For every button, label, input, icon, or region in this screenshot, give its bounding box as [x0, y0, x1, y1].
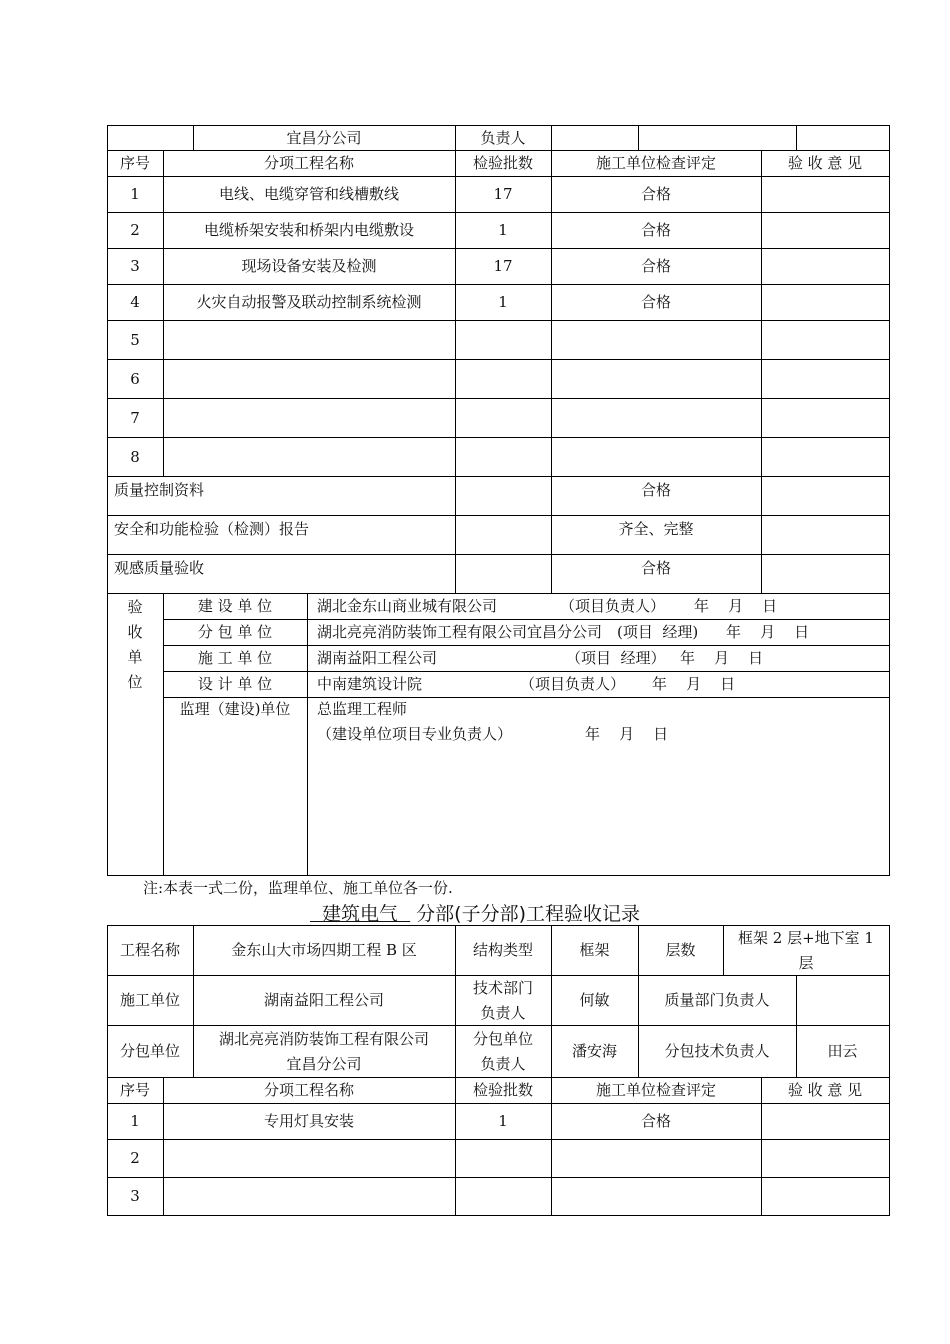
- table1-row-batches: 1: [498, 221, 508, 239]
- unit-role: 设 计 单 位: [197, 675, 273, 693]
- table2-row-eval: 合格: [640, 1112, 671, 1130]
- table2-row-name: 专用灯具安装: [263, 1112, 354, 1130]
- table1-row-seq: 7: [130, 408, 140, 427]
- unit-name: 湖南益阳工程公司: [317, 649, 438, 667]
- info-cell: [796, 975, 890, 1026]
- table1-row-seq: 6: [130, 369, 140, 388]
- table2-header-opinion: 验 收 意 见: [787, 1081, 863, 1099]
- unit-name: 中南建筑设计院: [317, 675, 423, 693]
- floors-value-line2: 层: [798, 954, 814, 972]
- table2-header-seq: 序号: [119, 1081, 150, 1099]
- unit-sign: （项目负责人）: [560, 597, 666, 615]
- table1-row-name: 现场设备安装及检测: [241, 257, 377, 275]
- unit-date: 年 月 日: [652, 675, 736, 693]
- summary-label: 观感质量验收: [114, 559, 205, 577]
- sub-value-line1: 湖北亮亮消防装饰工程有限公司: [218, 1030, 429, 1048]
- table2-row-cell: [551, 1139, 762, 1178]
- summary-label: 质量控制资料: [114, 481, 205, 499]
- summary-eval: 合格: [640, 559, 671, 577]
- table2-row-cell: [163, 1177, 456, 1216]
- sub-resp-value: 潘安海: [571, 1042, 617, 1060]
- sub-value-line2: 宜昌分公司: [286, 1055, 362, 1073]
- summary-eval: 合格: [640, 481, 671, 499]
- table1-row-seq: 4: [130, 293, 140, 311]
- table1-row-cell: [163, 320, 456, 360]
- tech-label-line2: 负责人: [480, 1004, 526, 1022]
- table2-row-batches: 1: [498, 1112, 508, 1130]
- table1-row-eval: 合格: [640, 185, 671, 203]
- sub-tech-label: 分包技术负责人: [664, 1042, 770, 1060]
- table2-row-cell: [761, 1103, 890, 1140]
- constructor-value: 湖南益阳工程公司: [263, 991, 384, 1009]
- table1-row-seq: 8: [130, 447, 140, 466]
- quality-label: 质量部门负责人: [664, 991, 770, 1009]
- table2-row-cell: [455, 1177, 552, 1216]
- table1-row-eval: 合格: [640, 221, 671, 239]
- table1-row-cell: [761, 359, 890, 399]
- section-title: [0, 899, 950, 926]
- table1-row-seq: 1: [130, 185, 140, 203]
- unit-name: 湖北亮亮消防装饰工程有限公司宜昌分公司: [317, 623, 603, 641]
- top-row-responsible-label: 负责人: [480, 129, 526, 147]
- title-rest: 分部(子分部)工程验收记录: [410, 903, 641, 925]
- table2-header-batches: 检验批数: [472, 1081, 533, 1099]
- unit-date: 年 月 日: [680, 649, 764, 667]
- table1-row-name: 火灾自动报警及联动控制系统检测: [196, 293, 422, 311]
- floors-label: 层数: [665, 941, 696, 959]
- summary-opinion-cell: [761, 554, 890, 594]
- summary-cell: [455, 515, 552, 555]
- table1-header-seq: 序号: [119, 154, 150, 172]
- structure-label: 结构类型: [472, 941, 533, 959]
- table1-header-opinion: 验 收 意 见: [787, 154, 863, 172]
- unit-name: 湖北金东山商业城有限公司: [317, 597, 498, 615]
- table1-row-cell: [551, 398, 762, 438]
- unit-sign: （项目 经理）: [566, 649, 666, 667]
- sub-resp-label-line2: 负责人: [480, 1055, 526, 1073]
- tech-label-line1: 技术部门: [472, 979, 533, 997]
- table2-row-seq: 2: [130, 1149, 140, 1167]
- table1-row-cell: [761, 176, 890, 213]
- supervision-line2: （建设单位项目专业负责人）: [317, 725, 513, 743]
- table1-row-cell: [163, 398, 456, 438]
- table2-header-name: 分项工程名称: [263, 1081, 354, 1099]
- top-row-cell: [638, 125, 797, 151]
- top-row-company: 宜昌分公司: [286, 129, 362, 147]
- constructor-label: 施工单位: [119, 991, 180, 1009]
- table1-row-eval: 合格: [640, 257, 671, 275]
- supervision-role: 监理（建设)单位: [179, 700, 291, 718]
- table1-header-batches: 检验批数: [472, 154, 533, 172]
- unit-sign: (项目 经理): [617, 623, 699, 641]
- acceptance-vertical-char: 单: [127, 648, 143, 666]
- acceptance-vertical-char: 验: [127, 598, 143, 616]
- acceptance-vertical-char: 收: [127, 623, 143, 641]
- table1-row-name: 电线、电缆穿管和线槽敷线: [218, 185, 399, 203]
- table1-row-cell: [761, 437, 890, 477]
- table1-row-cell: [455, 320, 552, 360]
- unit-role: 分 包 单 位: [197, 623, 273, 641]
- tech-value: 何敏: [579, 991, 610, 1009]
- project-label: 工程名称: [119, 941, 180, 959]
- summary-opinion-cell: [761, 476, 890, 516]
- table1-row-cell: [455, 398, 552, 438]
- table2-row-cell: [163, 1139, 456, 1178]
- summary-label: 安全和功能检验（检测）报告: [114, 520, 310, 538]
- table1-row-seq: 3: [130, 257, 140, 275]
- sub-label: 分包单位: [119, 1042, 180, 1060]
- table1-row-cell: [761, 398, 890, 438]
- table1-row-batches: 1: [498, 293, 508, 311]
- table1-row-cell: [455, 437, 552, 477]
- table2-header-eval: 施工单位检查评定: [595, 1081, 716, 1099]
- footnote: 注:本表一式二份，监理单位、施工单位各一份.: [143, 879, 453, 897]
- table1-row-cell: [761, 212, 890, 249]
- structure-value: 框架: [579, 941, 610, 959]
- table1-row-cell: [551, 359, 762, 399]
- unit-date: 年 月 日: [726, 623, 810, 641]
- table1-header-name: 分项工程名称: [263, 154, 354, 172]
- top-row-cell: [107, 125, 194, 151]
- supervision-detail-cell: [307, 697, 890, 876]
- unit-role: 施 工 单 位: [197, 649, 273, 667]
- table1-row-batches: 17: [493, 257, 513, 275]
- table1-header-eval: 施工单位检查评定: [595, 154, 716, 172]
- table2-row-seq: 1: [130, 1112, 140, 1130]
- table1-row-cell: [761, 248, 890, 285]
- sub-resp-label-line1: 分包单位: [472, 1030, 533, 1048]
- floors-value-line1: 框架 2 层+地下室 1: [738, 929, 874, 947]
- project-value: 金东山大市场四期工程 B 区: [231, 941, 417, 959]
- supervision-line1: 总监理工程师: [317, 700, 408, 718]
- summary-opinion-cell: [761, 515, 890, 555]
- acceptance-vertical-char: 位: [127, 673, 143, 691]
- table1-row-cell: [163, 437, 456, 477]
- table1-row-batches: 17: [493, 185, 513, 203]
- unit-sign: （项目负责人）: [520, 675, 626, 693]
- unit-date: 年 月 日: [694, 597, 778, 615]
- table1-row-cell: [551, 437, 762, 477]
- table2-row-seq: 3: [130, 1187, 140, 1205]
- table1-row-cell: [455, 359, 552, 399]
- table2-row-cell: [761, 1139, 890, 1178]
- table1-row-seq: 2: [130, 221, 140, 239]
- summary-cell: [455, 554, 552, 594]
- supervision-role-cell: [163, 697, 308, 876]
- supervision-date: 年 月 日: [585, 725, 669, 743]
- unit-role: 建 设 单 位: [197, 597, 273, 615]
- table1-row-cell: [163, 359, 456, 399]
- table2-row-cell: [551, 1177, 762, 1216]
- top-row-cell: [796, 125, 890, 151]
- table1-row-seq: 5: [130, 330, 140, 349]
- table1-row-cell: [761, 320, 890, 360]
- table1-row-cell: [761, 284, 890, 321]
- table1-row-eval: 合格: [640, 293, 671, 311]
- title-underlined: 建筑电气: [309, 903, 411, 925]
- summary-eval: 齐全、完整: [618, 520, 694, 538]
- sub-tech-value: 田云: [827, 1042, 858, 1060]
- table2-row-cell: [455, 1139, 552, 1178]
- table2-row-cell: [761, 1177, 890, 1216]
- table1-row-name: 电缆桥架安装和桥架内电缆敷设: [203, 221, 414, 239]
- summary-cell: [455, 476, 552, 516]
- top-row-cell: [551, 125, 639, 151]
- table1-row-cell: [551, 320, 762, 360]
